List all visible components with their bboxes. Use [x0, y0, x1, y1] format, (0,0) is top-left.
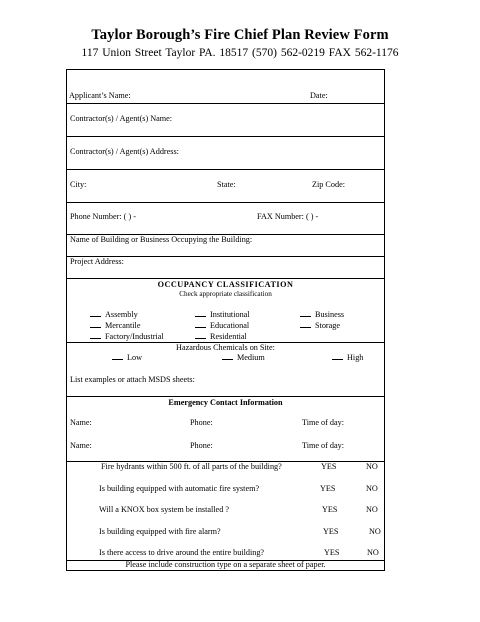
yes-option[interactable]: YES — [320, 484, 336, 493]
occupancy-option[interactable]: Factory/Industrial — [90, 332, 164, 341]
yes-option[interactable]: YES — [323, 527, 339, 536]
city-label: City: — [70, 180, 87, 189]
checkbox-blank[interactable] — [222, 353, 233, 360]
yes-option[interactable]: YES — [322, 505, 338, 514]
form-title: Taylor Borough’s Fire Chief Plan Review Form — [91, 27, 389, 43]
phone-number-label: Phone Number: ( ) - — [70, 212, 136, 221]
checkbox-blank[interactable] — [195, 310, 206, 317]
divider — [67, 278, 384, 279]
fax-number-label: FAX Number: ( ) - — [257, 212, 319, 221]
no-option[interactable]: NO — [367, 548, 379, 557]
contact-time-label: Time of day: — [302, 418, 345, 427]
no-option[interactable]: NO — [366, 505, 378, 514]
checkbox-blank[interactable] — [195, 321, 206, 328]
yes-option[interactable]: YES — [324, 548, 340, 557]
yes-option[interactable]: YES — [321, 462, 337, 471]
contact-name-label: Name: — [70, 418, 92, 427]
occupancy-option[interactable]: Business — [300, 310, 344, 319]
contractor-name-label: Contractor(s) / Agent(s) Name: — [70, 114, 173, 123]
state-label: State: — [217, 180, 236, 189]
zip-code-label: Zip Code: — [312, 180, 345, 189]
contact-phone-label: Phone: — [190, 441, 213, 450]
msds-list-label: List examples or attach MSDS sheets: — [70, 375, 195, 384]
contact-time-label: Time of day: — [302, 441, 345, 450]
question-text: Is building equipped with automatic fire system? — [99, 484, 260, 493]
occupancy-option[interactable]: Mercantile — [90, 321, 140, 330]
checkbox-blank[interactable] — [332, 353, 343, 360]
construction-type-note: Please include construction type on a separate sheet of paper. — [125, 560, 326, 569]
occupancy-subheading: Check appropriate classification — [179, 290, 272, 298]
project-address-label: Project Address: — [70, 257, 124, 266]
hazard-level-option[interactable]: Low — [112, 353, 142, 362]
hazardous-heading: Hazardous Chemicals on Site: — [176, 343, 275, 352]
question-text: Is there access to drive around the entire building? — [99, 548, 265, 557]
divider — [67, 202, 384, 203]
checkbox-blank[interactable] — [300, 321, 311, 328]
occupancy-option[interactable]: Residential — [195, 332, 247, 341]
date-label: Date: — [310, 91, 328, 100]
review-form — [66, 69, 385, 571]
divider — [67, 396, 384, 397]
checkbox-blank[interactable] — [90, 321, 101, 328]
building-name-label: Name of Building or Business Occupying the Building: — [70, 235, 253, 244]
question-text: Will a KNOX box system be installed ? — [99, 505, 229, 514]
occupancy-option[interactable]: Institutional — [195, 310, 250, 319]
question-text: Fire hydrants within 500 ft. of all parts of the building? — [101, 462, 282, 471]
divider — [67, 136, 384, 137]
emergency-contact-heading: Emergency Contact Information — [168, 398, 283, 407]
contractor-address-label: Contractor(s) / Agent(s) Address: — [70, 147, 179, 156]
occupancy-option[interactable]: Educational — [195, 321, 249, 330]
checkbox-blank[interactable] — [90, 332, 101, 339]
checkbox-blank[interactable] — [195, 332, 206, 339]
divider — [67, 103, 384, 104]
occupancy-option[interactable]: Assembly — [90, 310, 138, 319]
no-option[interactable]: NO — [366, 462, 378, 471]
occupancy-option[interactable]: Storage — [300, 321, 340, 330]
contact-name-label: Name: — [70, 441, 92, 450]
checkbox-blank[interactable] — [90, 310, 101, 317]
occupancy-heading: OCCUPANCY CLASSIFICATION — [157, 280, 294, 289]
checkbox-blank[interactable] — [300, 310, 311, 317]
applicant-name-label: Applicant’s Name: — [69, 91, 131, 100]
question-text: Is building equipped with fire alarm? — [99, 527, 221, 536]
no-option[interactable]: NO — [369, 527, 381, 536]
checkbox-blank[interactable] — [112, 353, 123, 360]
divider — [67, 169, 384, 170]
office-address-line: 117 Union Street Taylor PA. 18517 (570) 562-0219 FAX 562-1176 — [81, 47, 399, 59]
hazard-level-option[interactable]: High — [332, 353, 363, 362]
hazard-level-option[interactable]: Medium — [222, 353, 265, 362]
no-option[interactable]: NO — [366, 484, 378, 493]
contact-phone-label: Phone: — [190, 418, 213, 427]
